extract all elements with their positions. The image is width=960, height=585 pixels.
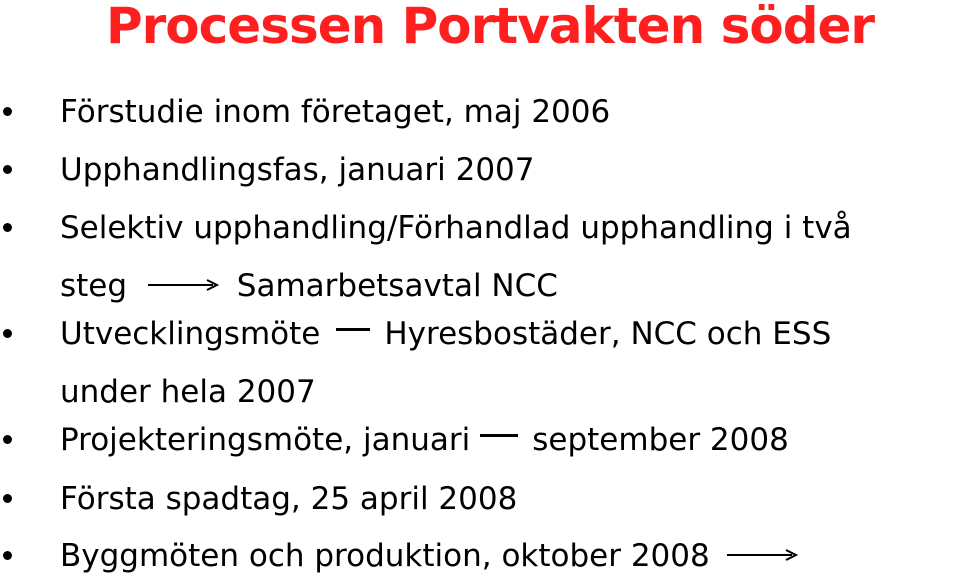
bullet-text-line1: Selektiv upphandling/Förhandlad upphandling i två <box>60 210 852 246</box>
bullet-text: Första spadtag, 25 april 2008 <box>60 481 518 517</box>
bullet-text: Upphandlingsfas, januari 2007 <box>60 152 535 188</box>
dash-icon <box>480 434 518 437</box>
bullet-dot-icon <box>3 494 12 503</box>
slide-title: Processen Portvakten söder <box>106 0 875 55</box>
bullet-text-pre: Utvecklingsmöte <box>60 316 321 352</box>
bullet-text-pre: Projekteringsmöte, januari <box>60 422 471 458</box>
dash-icon <box>336 328 370 331</box>
bullet-text: Förstudie inom företaget, maj 2006 <box>60 94 611 130</box>
bullet-dot-icon <box>3 435 12 444</box>
bullet-text-line1 <box>60 305 831 363</box>
arrow-right-icon <box>147 278 221 292</box>
bullet-dot-icon <box>3 165 12 174</box>
bullet-text-post: Hyresbostäder, NCC och ESS <box>384 316 832 352</box>
bullet-dot-icon <box>3 329 12 338</box>
bullet-dot-icon <box>3 107 12 116</box>
bullet-dot-icon <box>3 551 12 560</box>
bullet-text-pre: steg <box>60 268 128 304</box>
bullet-text-post: Samarbetsavtal NCC <box>236 268 558 304</box>
bullet-dot-icon <box>3 223 12 232</box>
bullet-text: Byggmöten och produktion, oktober 2008 <box>60 538 710 574</box>
bullet-text <box>60 411 789 469</box>
bullet-text-post: september 2008 <box>532 422 789 458</box>
bullet-text-line2: under hela 2007 <box>60 374 316 410</box>
bullet-text-line <box>60 527 800 585</box>
arrow-right-icon <box>726 548 800 562</box>
